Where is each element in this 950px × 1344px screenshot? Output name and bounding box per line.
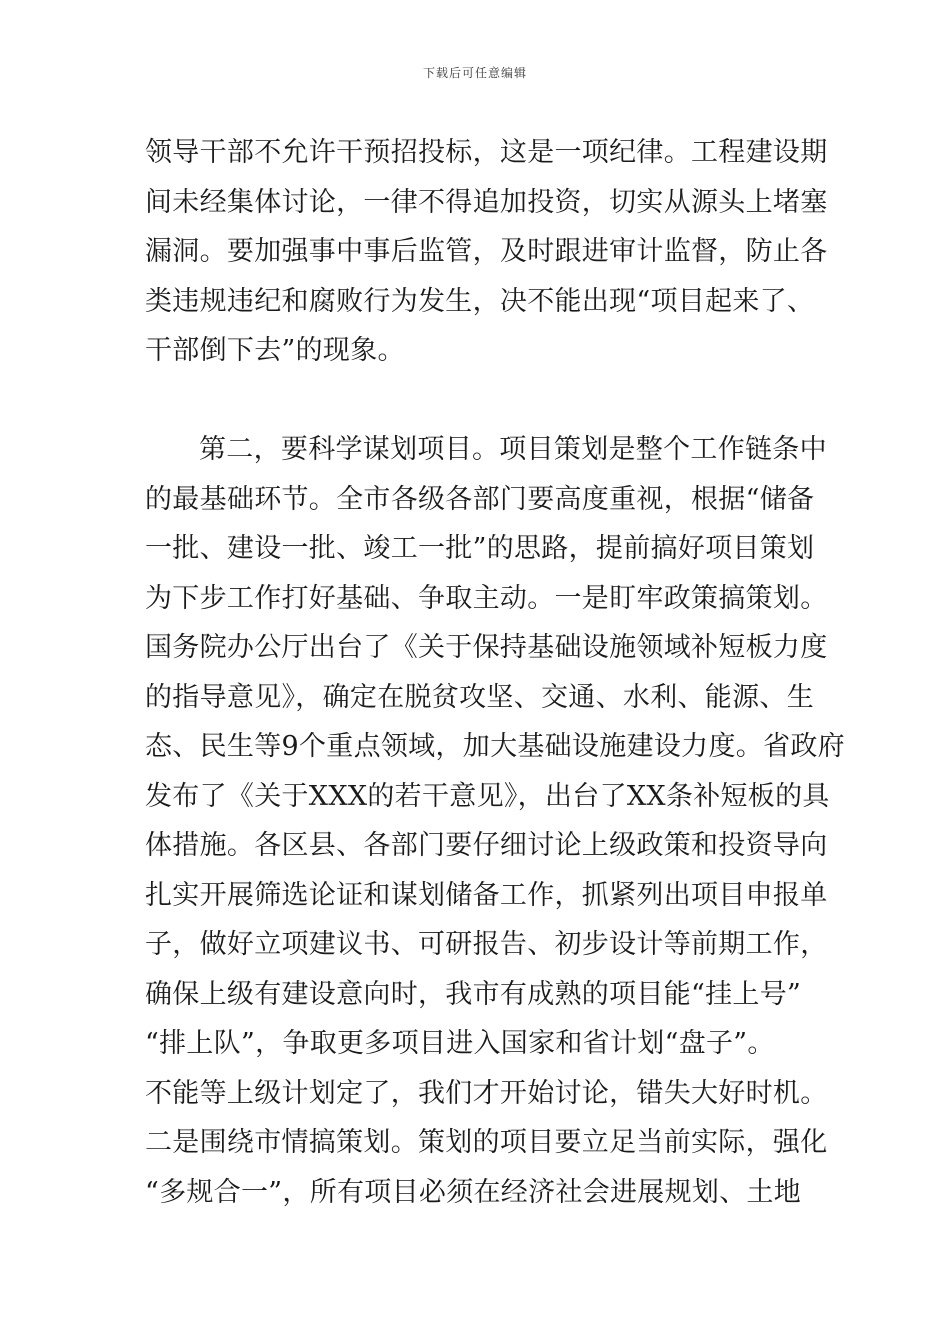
- text-line: 一批、建设一批、竣工一批”的思路，提前搞好项目策划: [145, 533, 815, 564]
- text-line: 的指导意见》，确定在脱贫攻坚、交通、水利、能源、生: [145, 681, 814, 713]
- text-line: 领导干部不允许干预招投标，这是一项纪律。工程建设期: [145, 137, 828, 168]
- document-body: [145, 128, 845, 1217]
- text-line: “多规合一”，所有项目必须在经济社会进展规划、土地: [145, 1176, 802, 1208]
- text-line: 二是围绕市情搞策划。策划的项目要立足当前实际，强化: [145, 1127, 828, 1158]
- text-line: 漏洞。要加强事中事后监管，及时跟进审计监督，防止各: [145, 236, 828, 267]
- text-line: 确保上级有建设意向时，我市有成熟的项目能“挂上号”: [145, 978, 802, 1010]
- text-line: 为下步工作打好基础、争取主动。一是盯牢政策搞策划。: [145, 582, 828, 614]
- text-line: 类违规违纪和腐败行为发生，决不能出现“项目起来了、: [145, 285, 815, 317]
- text-line: “排上队”，争取更多项目进入国家和省计划“盘子”。: [145, 1028, 775, 1059]
- text-line: 国务院办公厅出台了《关于保持基础设施领域补短板力度: [145, 632, 828, 663]
- text-line: 体措施。各区县、各部门要仔细讨论上级政策和投资导向: [145, 830, 828, 861]
- paragraph-1: [145, 128, 828, 376]
- text-line: 发布了《关于XXX的若干意见》，出台了XX条补短板的具: [145, 780, 830, 812]
- text-line: 第二，要科学谋划项目。项目策划是整个工作链条中: [199, 434, 827, 465]
- text-line: 态、民生等9个重点领域，加大基础设施建设力度。省政府: [145, 731, 845, 762]
- paragraph-spacer: [145, 376, 810, 426]
- page-header-note: 下载后可任意编辑: [422, 66, 527, 80]
- text-line: 干部倒下去”的现象。: [145, 335, 405, 366]
- text-line: 不能等上级计划定了，我们才开始讨论，错失大好时机。: [145, 1077, 828, 1109]
- text-line: 扎实开展筛选论证和谋划储备工作，抓紧列出项目申报单: [145, 879, 828, 911]
- text-line: 子，做好立项建议书、可研报告、初步设计等前期工作，: [145, 929, 828, 960]
- text-line: 的最基础环节。全市各级各部门要高度重视，根据“储备: [145, 483, 815, 515]
- text-line: 间未经集体讨论，一律不得追加投资，切实从源头上堵塞: [145, 186, 828, 218]
- paragraph-2: [145, 425, 845, 1217]
